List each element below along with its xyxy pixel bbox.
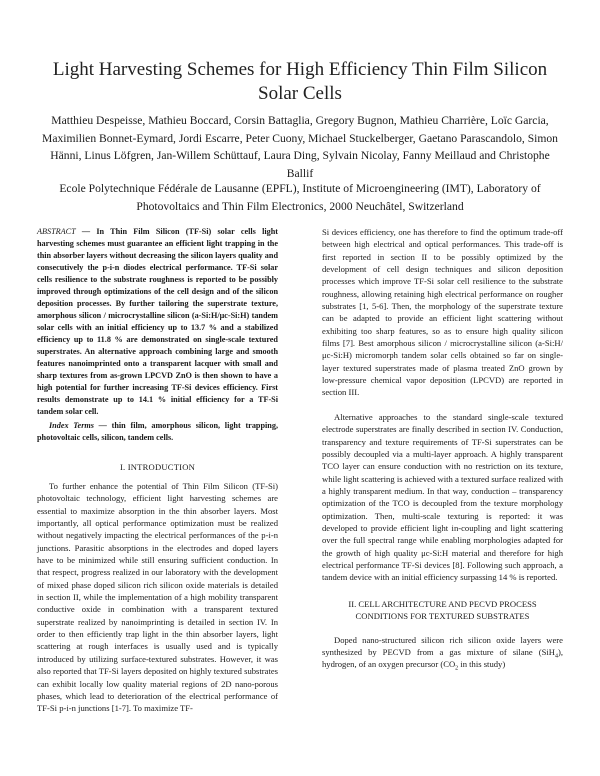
subscript-silane: 4: [554, 653, 558, 660]
abstract: [37, 226, 278, 418]
abstract-label: ABSTRACT: [37, 227, 76, 236]
abstract-text: In Thin Film Silicon (TF-Si) solar cells light harvesting schemes must guarantee an efficient light trapping in the thin absorber layers without decreasing the silicon layers quality and consecutively the p-i-n diodes electrical performance. TF-Si solar cells resilience to the substrate roughness is reported to be possibly improved through optimizations of the cell design and of the silicon deposition processes. By further tailoring the superstrate texture, amorphous silicon / microcrystalline silicon (a-Si:H/μc-Si:H) tandem solar cells with an initial efficiency up to 13.7 % and a stabilized efficiency up to 11.8 % are demonstrated on single-scale textured superstrates. An alternative approach combining large and smooth features nanoimprinted onto a transparent lacquer with small and sharp textures from as-grown LPCVD ZnO is then shown to have a high potential for further increasing TF-Si devices efficiency. First results demonstrate up to 14.1 % initial efficiency for a TF-Si tandem solar cell.: [37, 227, 279, 416]
index-terms: [37, 420, 278, 444]
subscript-co2: 2: [455, 666, 459, 673]
right-column: [322, 226, 563, 671]
index-terms-label: Index Terms: [49, 421, 94, 430]
section-heading-line-2: CONDITIONS FOR TEXTURED SUBSTRATES: [355, 610, 530, 621]
intro-paragraph-2: Alternative approaches to the standard single-scale textured electrode superstrates are finally described in section IV. Conduction, transparency and texture requirements of TF-Si superstrates can be possibly decoupled via a multi-layer approach. A highly transparent TCO layer can ensure conduction with no restriction on its texture, while light scattering is achieved with a textured surface realized with a highly transparent medium. In that way, conduction – transparency optimization of the TCO is decoupled from the texture morphology optimization. Then, multi-scale texturing is reported: it was developed to provide efficient light in-coupling and light scattering over the full spectral range while enabling morphologies adapted for the growth of high quality μc-Si:H material and therefore for high electrical performance TF-Si devices [8]. Following such approach, a tandem device with an initial efficiency surpassing 14 % is reported.: [322, 411, 563, 583]
section-heading-introduction: I. INTRODUCTION: [119, 462, 196, 472]
affiliation: Ecole Polytechnique Fédérale de Lausanne (EPFL), Institute of Microengineering (IMT), Laboratory of Photovoltaics and Thin Film Electronics, 2000 Neuchâtel, Switzerland: [59, 182, 541, 213]
author-list: Matthieu Despeisse, Mathieu Boccard, Corsin Battaglia, Gregory Bugnon, Mathieu Charrière, Loïc Garcia, Maximilien Bonnet-Eymard, Jordi Escarre, Peter Cuony, Michael Stuckelberger, Gaetano Parascandolo, Simon Hänni, Linus Löfgren, Jan-Willem Schüttauf, Laura Ding, Sylvain Nicolay, Fanny Meillaud and Christophe Ballif: [42, 114, 558, 180]
section2-text-b: ), hydrogen, of an oxygen precursor (CO: [322, 646, 563, 670]
intro-paragraph-1: To further enhance the potential of Thin Film Silicon (TF-Si) photovoltaic technology, efficient light harvesting schemes are essential to maximize absorption in the thin absorber layers. Most importantly, all optical performance optimization must be realized without negatively impacting the electrical performances of the p-i-n junctions. Parasitic absorptions in the electrodes and doped layers have to be minimized while still ensuring sufficient conduction. In that respect, progress realized in our laboratory with the development of mixed phase doped silicon rich silicon oxide materials is detailed in section II, while the implementation of a high mobility transparent conductive oxide in combination with a transparent textured superstrate realized by nanoimprinting is detailed in section IV. In order to then efficiently trap light in the thin absorber layers, light scattering at rough interfaces is usually used and is typically introduced by utilizing surface-textured substrates. However, it was also reported that TF-Si layers deposited on highly textured substrates can exhibit locally low quality material regions of 2D nano-porous phases, which lead to deterioration of the electrical performance of TF-Si p-i-n junctions [1-7]. To maximize TF-: [37, 481, 278, 714]
section2-paragraph-1: [322, 634, 563, 671]
intro-paragraph-1-continued: Si devices efficiency, one has therefore to find the optimum trade-off between high electrical and optical performances. This trade-off is first reported in section II to be possibly optimized by the development of cell design techniques and silicon deposition processes which improve TF-Si solar cell resilience to the substrate roughness, allowing retaining high electrical performance on rougher substrates [1, 5-6]. Then, the morphology of the superstrate texture can be adapted to provide an efficient light scattering without exhibiting too sharp features, so as to ensure high quality silicon films [7]. Best amorphous silicon / microcrystalline silicon (a-Si:H/μc-Si:H) micromorph tandem solar cells obtained so far on single-layer textured superstrates made of plasma treated ZnO grown by low-pressure chemical vapor deposition (LPCVD) are reported in section III.: [322, 227, 563, 398]
abstract-dash: —: [75, 227, 97, 236]
section-heading-line-1: II. CELL ARCHITECTURE AND PECVD PROCESS: [348, 598, 537, 609]
index-terms-dash: —: [93, 421, 112, 430]
section2-text-a: Doped nano-structured silicon rich silicon oxide layers were synthesized by PECVD from a gas mixture of silane (SiH: [322, 634, 563, 657]
left-column: [37, 226, 278, 715]
section-heading-cell-architecture: [322, 598, 563, 622]
index-terms-text: thin film, amorphous silicon, light trapping, photovoltaic cells, silicon, tandem cells.: [37, 421, 278, 442]
section2-text-c: in this study): [458, 659, 506, 670]
paper-title: Light Harvesting Schemes for High Efficiency Thin Film Silicon Solar Cells: [52, 59, 548, 104]
